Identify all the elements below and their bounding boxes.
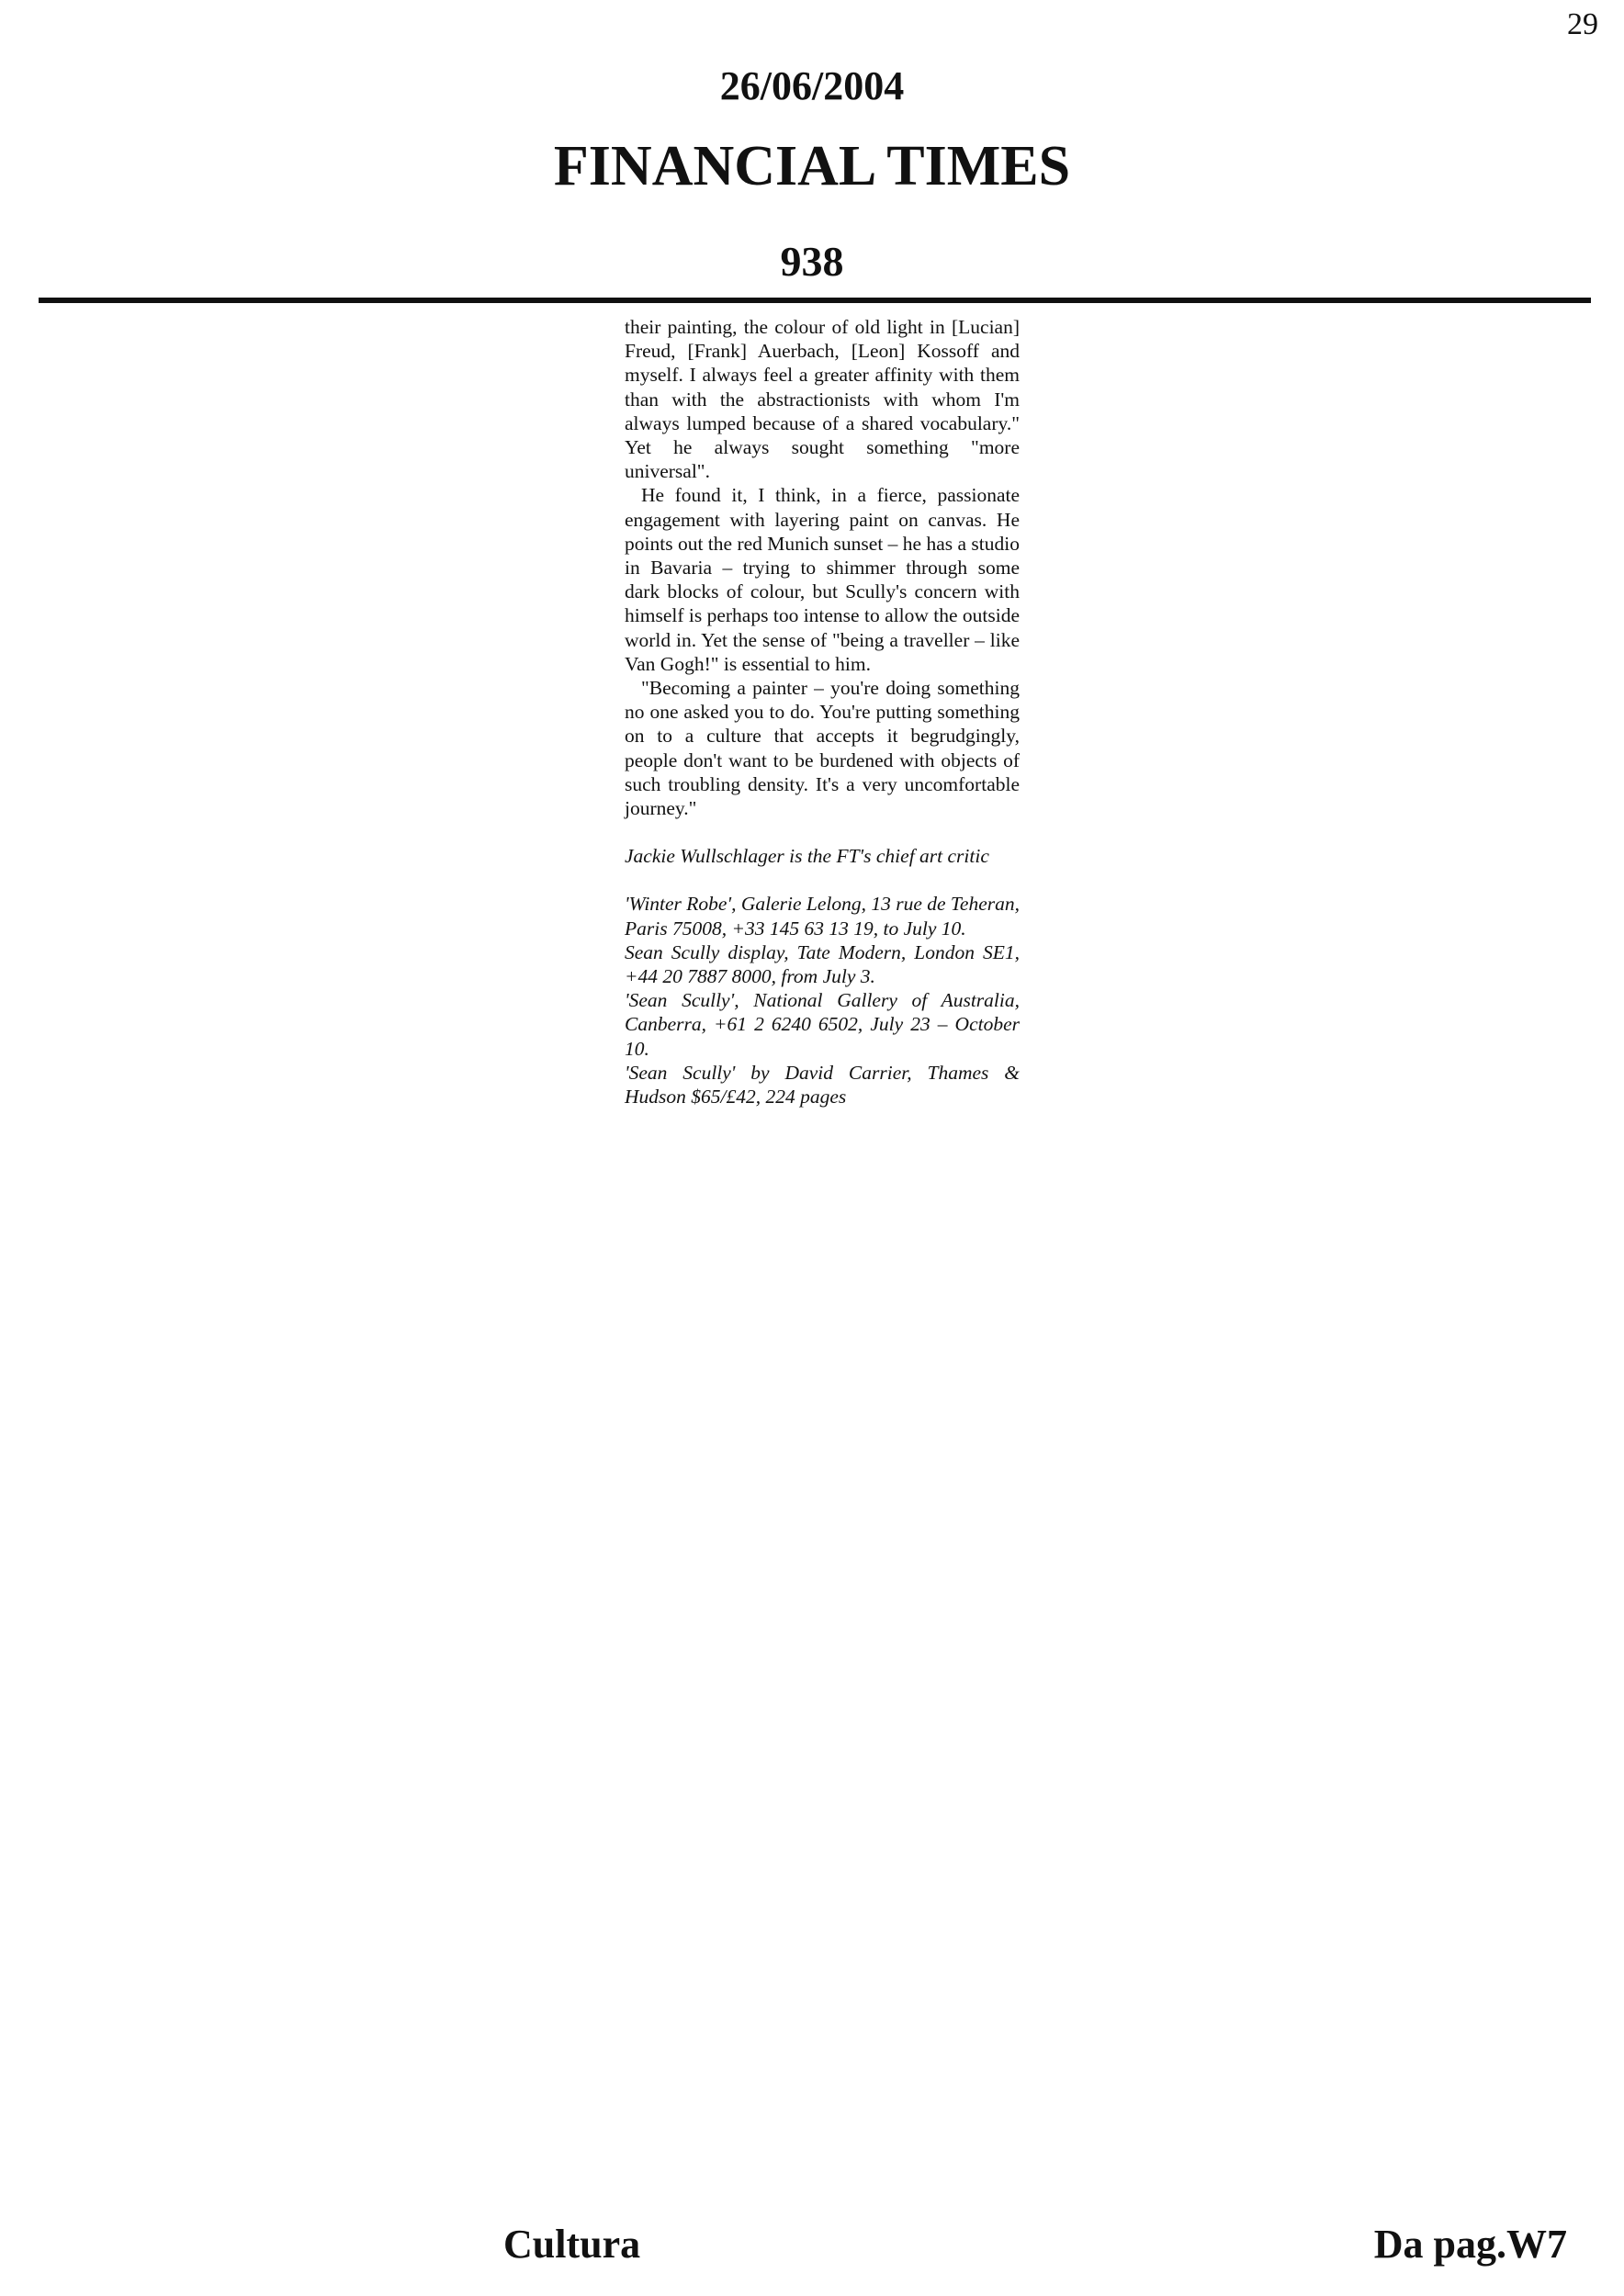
publication-name: FINANCIAL TIMES <box>553 135 1071 197</box>
listing-item: 'Winter Robe', Galerie Lelong, 13 rue de Teheran, Paris 75008, +33 145 63 13 19, to July 10. <box>625 893 1020 940</box>
clipping-header <box>0 61 1624 288</box>
clipping-number: 938 <box>780 238 844 285</box>
footer-section-label: Cultura <box>503 2222 641 2267</box>
listing-item: 'Sean Scully', National Gallery of Australia, Canberra, +61 2 6240 6502, July 23 – October 10. <box>625 989 1020 1060</box>
header-divider <box>39 298 1591 303</box>
publication-date: 26/06/2004 <box>719 63 905 108</box>
author-note: Jackie Wullschlager is the FT's chief art critic <box>625 845 989 868</box>
footer-source-page: Da pag.W7 <box>1373 2222 1567 2267</box>
page-number: 29 <box>1567 7 1598 41</box>
listing-item: 'Sean Scully' by David Carrier, Thames & Hudson $65/£42, 224 pages <box>625 1061 1020 1109</box>
exhibition-listings <box>625 892 1020 1109</box>
article-column <box>625 315 1020 1109</box>
article-paragraph: He found it, I think, in a fierce, passionate engagement with layering paint on canvas. He points out the red Munich sunset – he has a studio in Bavaria – trying to shimmer through some dark blocks of colour, but Scully's concern with himself is perhaps too intense to allow the outside world in. Yet the sense of "being a traveller – like Van Gogh!" is essential to him. <box>625 484 1020 675</box>
listing-item: Sean Scully display, Tate Modern, London SE1, +44 20 7887 8000, from July 3. <box>625 940 1020 988</box>
article-paragraph: their painting, the colour of old light in [Lucian] Freud, [Frank] Auerbach, [Leon] Kossoff and myself. I always feel a greater affinity with them than with the abstractionists with whom I'm always lumped because of a shared vocabulary." Yet he always sought something "more universal". <box>625 316 1020 483</box>
article-paragraph: "Becoming a painter – you're doing something no one asked you to do. You're putting something on to a culture that accepts it begrudgingly, people don't want to be burdened with objects of such troubling density. It's a very uncomfortable journey." <box>625 677 1020 820</box>
